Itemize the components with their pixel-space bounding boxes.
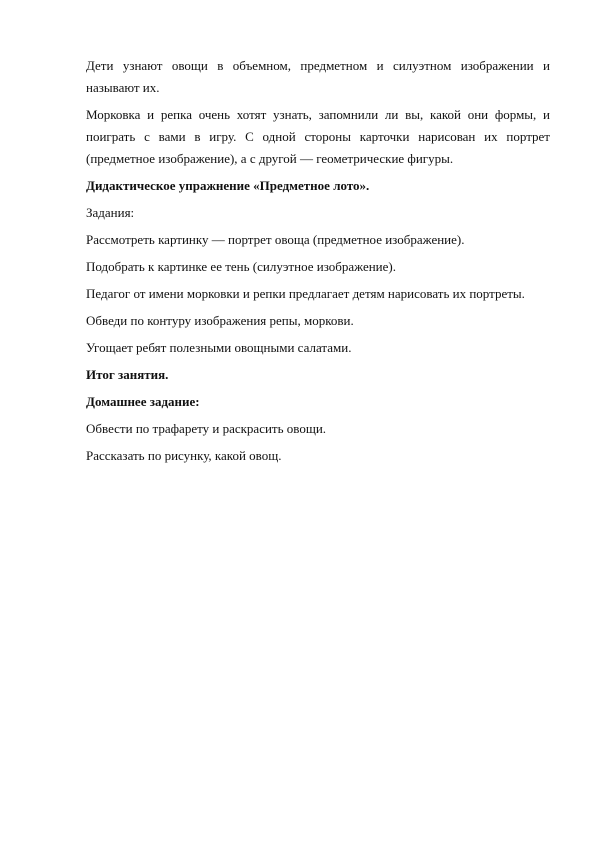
homework-item-1: Обвести по трафарету и раскрасить овощи.: [86, 421, 327, 436]
paragraph-salads: Угощает ребят полезными овощными салатами.: [86, 340, 352, 355]
homework-item-2: Рассказать по рисунку, какой овощ.: [86, 448, 282, 463]
paragraph-trace-outline: Обведи по контуру изображения репы, моркови.: [86, 313, 354, 328]
homework-heading: Домашнее задание:: [86, 394, 200, 409]
tasks-label: Задания:: [86, 205, 135, 220]
paragraph-draw-portraits: Педагог от имени морковки и репки предлагает детям нарисовать их портреты.: [86, 286, 525, 301]
task-item-2: Подобрать к картинке ее тень (силуэтное изображение).: [86, 259, 396, 274]
paragraph-intro: Дети узнают овощи в объемном, предметном и силуэтном изображении и называют их.: [86, 58, 550, 95]
document-page: [86, 55, 550, 472]
summary-heading: Итог занятия.: [86, 367, 169, 382]
exercise-heading: Дидактическое упражнение «Предметное лото».: [86, 178, 370, 193]
paragraph-game-description: Морковка и репка очень хотят узнать, запомнили ли вы, какой они формы, и поиграть с вами в игру. С одной стороны карточки нарисован их портрет (предметное изображение), а с другой — геометрические фигуры.: [86, 107, 550, 166]
task-item-1: Рассмотреть картинку — портрет овоща (предметное изображение).: [86, 232, 465, 247]
